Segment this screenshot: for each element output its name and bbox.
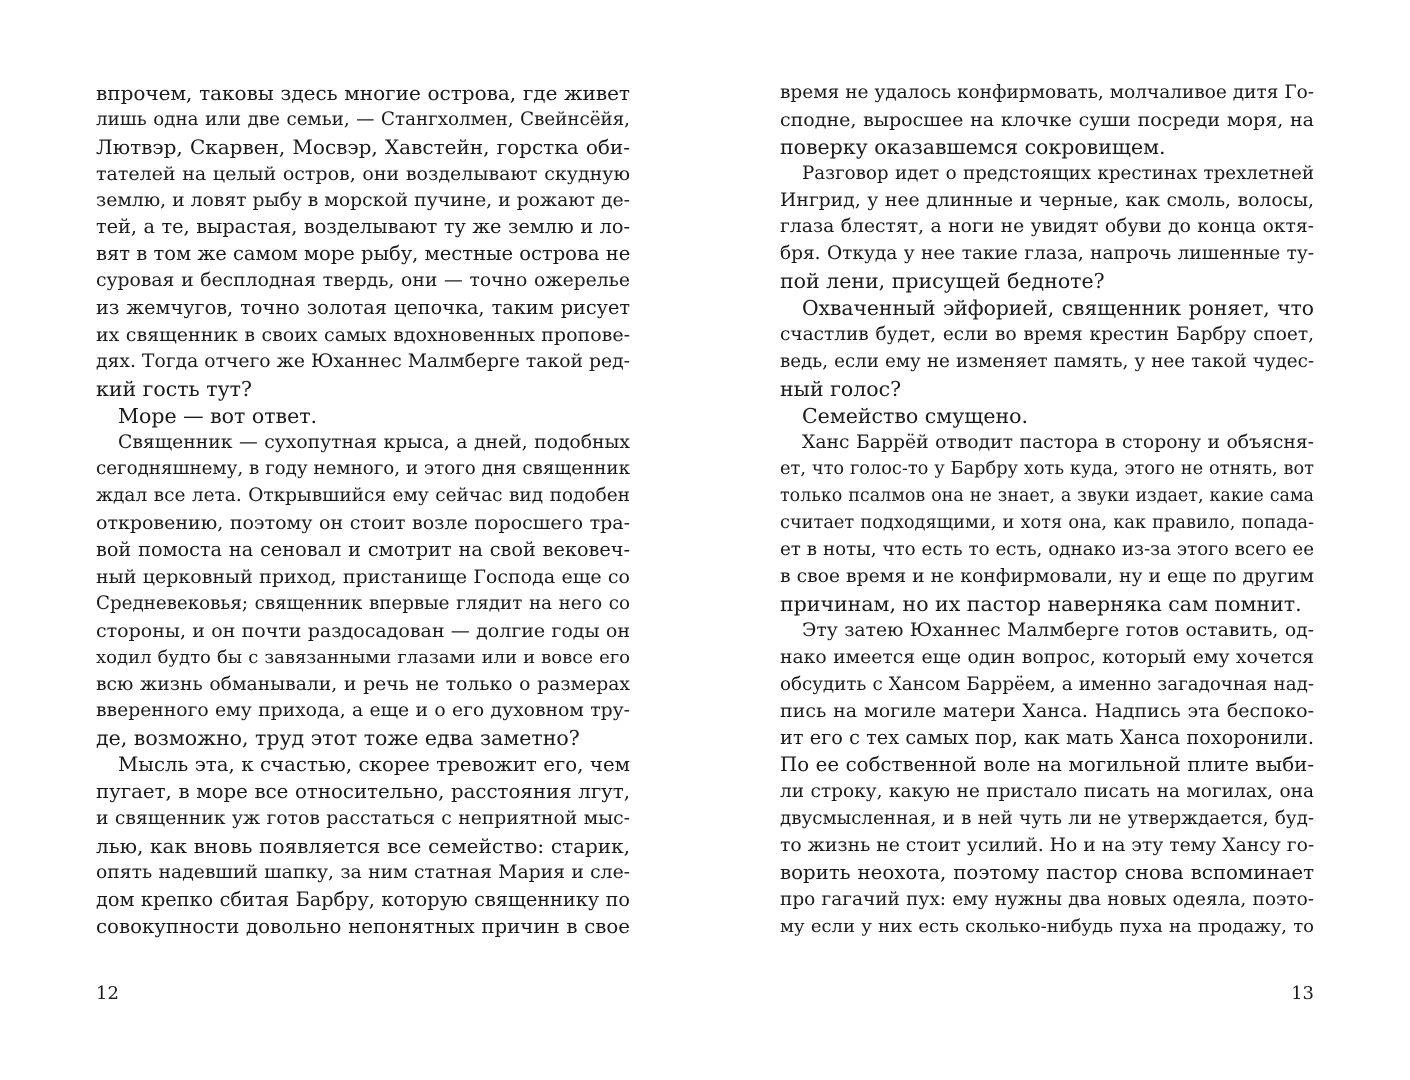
text-line: Ингрид, у нее длинные и черные, как смоль, волосы,	[780, 189, 1314, 211]
text-line: опять надевший шапку, за ним статная Мария и сле-	[96, 861, 630, 883]
text-line: му если у них есть сколько-нибудь пуха на продажу, то	[780, 915, 1314, 937]
text-line: ный церковный приход, пристанище Господа еще со	[96, 566, 630, 589]
text-line: ный голос?	[780, 376, 902, 401]
text-line: сегодняшнему, в году немного, и этого дня священник	[96, 458, 630, 480]
text-line: то жизнь не стоит усилий. Но и на эту тему Хансу го-	[780, 834, 1315, 856]
text-line: вой помоста на сеновал и смотрит на свой вековеч-	[96, 538, 630, 562]
text-line: По ее собственной воле на могильной плите выби-	[780, 753, 1314, 777]
text-line: ждал все лета. Открывшийся ему сейчас вид подобен	[96, 485, 630, 507]
text-line: пись на могиле матери Ханса. Надпись эта беспоко-	[780, 700, 1314, 723]
text-line: пугает, в море все относительно, расстояния лгут,	[96, 780, 630, 804]
page-number-right: 13	[1291, 983, 1314, 1004]
text-line: Священник — сухопутная крыса, а дней, подобных	[118, 431, 630, 453]
text-line: пой лени, присущей бедноте?	[780, 269, 1105, 294]
text-line: тателей на целый остров, они возделывают скудную	[96, 162, 630, 185]
text-line: Средневековья; священник впервые глядит на него со	[96, 592, 630, 614]
text-line: ит его с тех самых пор, как мать Ханса похоронили.	[780, 726, 1314, 750]
left-page-text	[96, 80, 630, 940]
text-line: дом крепко сбитая Барбру, которую священнику по	[96, 887, 630, 911]
text-line: Охваченный эйфорией, священник роняет, что	[802, 296, 1314, 321]
right-page-text	[780, 80, 1314, 940]
text-line: про гагачий пух: ему нужны два новых одеяла, поэто-	[780, 888, 1314, 910]
text-line: тей, а те, вырастая, возделывают ту же землю и ло-	[96, 215, 630, 239]
text-line: кий гость тут?	[96, 376, 252, 401]
text-line: считает подходящими, и хотя она, как правило, попада-	[780, 513, 1314, 534]
text-line: двусмысленная, и в ней чуть ли не утверждается, буд-	[780, 808, 1314, 830]
text-line: Разговор идет о предстоящих крестинах трехлетней	[802, 162, 1314, 184]
text-line: нако имеется еще один вопрос, который ему хочется	[780, 646, 1314, 668]
text-line: ли строку, какую не пристало писать на могилах, она	[780, 781, 1314, 803]
text-line: Ханс Баррёй отводит пастора в сторону и объясня-	[802, 431, 1314, 453]
text-line: стороны, и он почти раздосадован — долгие годы он	[96, 619, 630, 642]
text-line: ет в ноты, что есть то есть, однако из-за этого всего ее	[780, 539, 1314, 561]
page-number-left: 12	[96, 983, 119, 1004]
text-line: вят в том же самом море рыбу, местные острова не	[96, 242, 631, 266]
text-line: из жемчугов, точно золотая цепочка, таким рисует	[96, 296, 630, 320]
text-line: землю, и ловят рыбу в морской пучине, и рожают де-	[96, 189, 630, 211]
text-line: Эту затею Юханнес Малмберге готов оставить, од-	[802, 619, 1314, 641]
text-line: сподне, выросшее на клочке суши посреди моря, на	[780, 108, 1314, 131]
text-line: ходил будто бы с завязанными глазами или и вовсе его	[96, 646, 630, 668]
right-page	[780, 80, 1314, 1040]
text-line: ведь, если ему не изменяет память, у нее такой чудес-	[780, 350, 1314, 372]
text-line: откровению, поэтому он стоит возле поросшего тра-	[96, 512, 630, 535]
text-line: только псалмов она не знает, а звуки издает, какие сама	[780, 486, 1314, 507]
text-line: совокупности довольно непонятных причин в свое	[96, 914, 630, 938]
text-line: лью, как вновь появляется все семейство: старик,	[96, 833, 630, 858]
text-line: поверку оказавшемся сокровищем.	[780, 134, 1166, 159]
text-line: их священник в своих самых вдохновенных пропове-	[96, 324, 630, 347]
text-line: причинам, но их пастор наверняка сам помнит.	[780, 591, 1302, 616]
text-line: Лютвэр, Скарвен, Мосвэр, Хавстейн, горстка оби-	[96, 134, 630, 159]
text-line: счастлив будет, если во время крестин Барбру споет,	[780, 324, 1314, 346]
text-line: глаза блестят, а ноги не увидят обуви до конца октя-	[780, 216, 1314, 238]
text-line: и священник уж готов расстаться с неприятной мыс-	[96, 808, 630, 830]
text-line: ет, что голос-то у Барбру хоть куда, этого не отнять, вот	[780, 459, 1314, 480]
text-line: лишь одна или две семьи, — Стангхолмен, Свейнсёйя,	[96, 108, 630, 130]
text-line: Семейство смущено.	[802, 403, 1028, 428]
text-line: обсудить с Хансом Баррёем, а именно загадочная над-	[780, 673, 1314, 695]
text-line: вверенного ему прихода, а еще и о его духовном тру-	[96, 700, 630, 722]
text-line: Море — вот ответ.	[118, 403, 318, 428]
text-line: время не удалось конфирмовать, молчаливое дитя Го-	[780, 82, 1314, 103]
text-line: де, возможно, труд этот тоже едва заметно?	[96, 726, 580, 751]
text-line: в свое время и не конфирмовали, ну и еще по другим	[780, 566, 1314, 588]
text-line: всю жизнь обманывали, и речь не только о размерах	[96, 673, 630, 695]
left-page	[96, 80, 630, 1040]
text-line: суровая и бесплодная твердь, они — точно ожерелье	[96, 270, 630, 292]
text-line: ворить неохота, поэтому пастор снова вспоминает	[780, 860, 1314, 884]
text-line: бря. Откуда у нее такие глаза, напрочь лишенные ту-	[780, 243, 1314, 265]
text-line: Мысль эта, к счастью, скорее тревожит его, чем	[118, 753, 630, 777]
text-line: дях. Тогда отчего же Юханнес Малмберге такой ред-	[96, 350, 630, 372]
text-line: впрочем, таковы здесь многие острова, где живет	[96, 81, 630, 105]
